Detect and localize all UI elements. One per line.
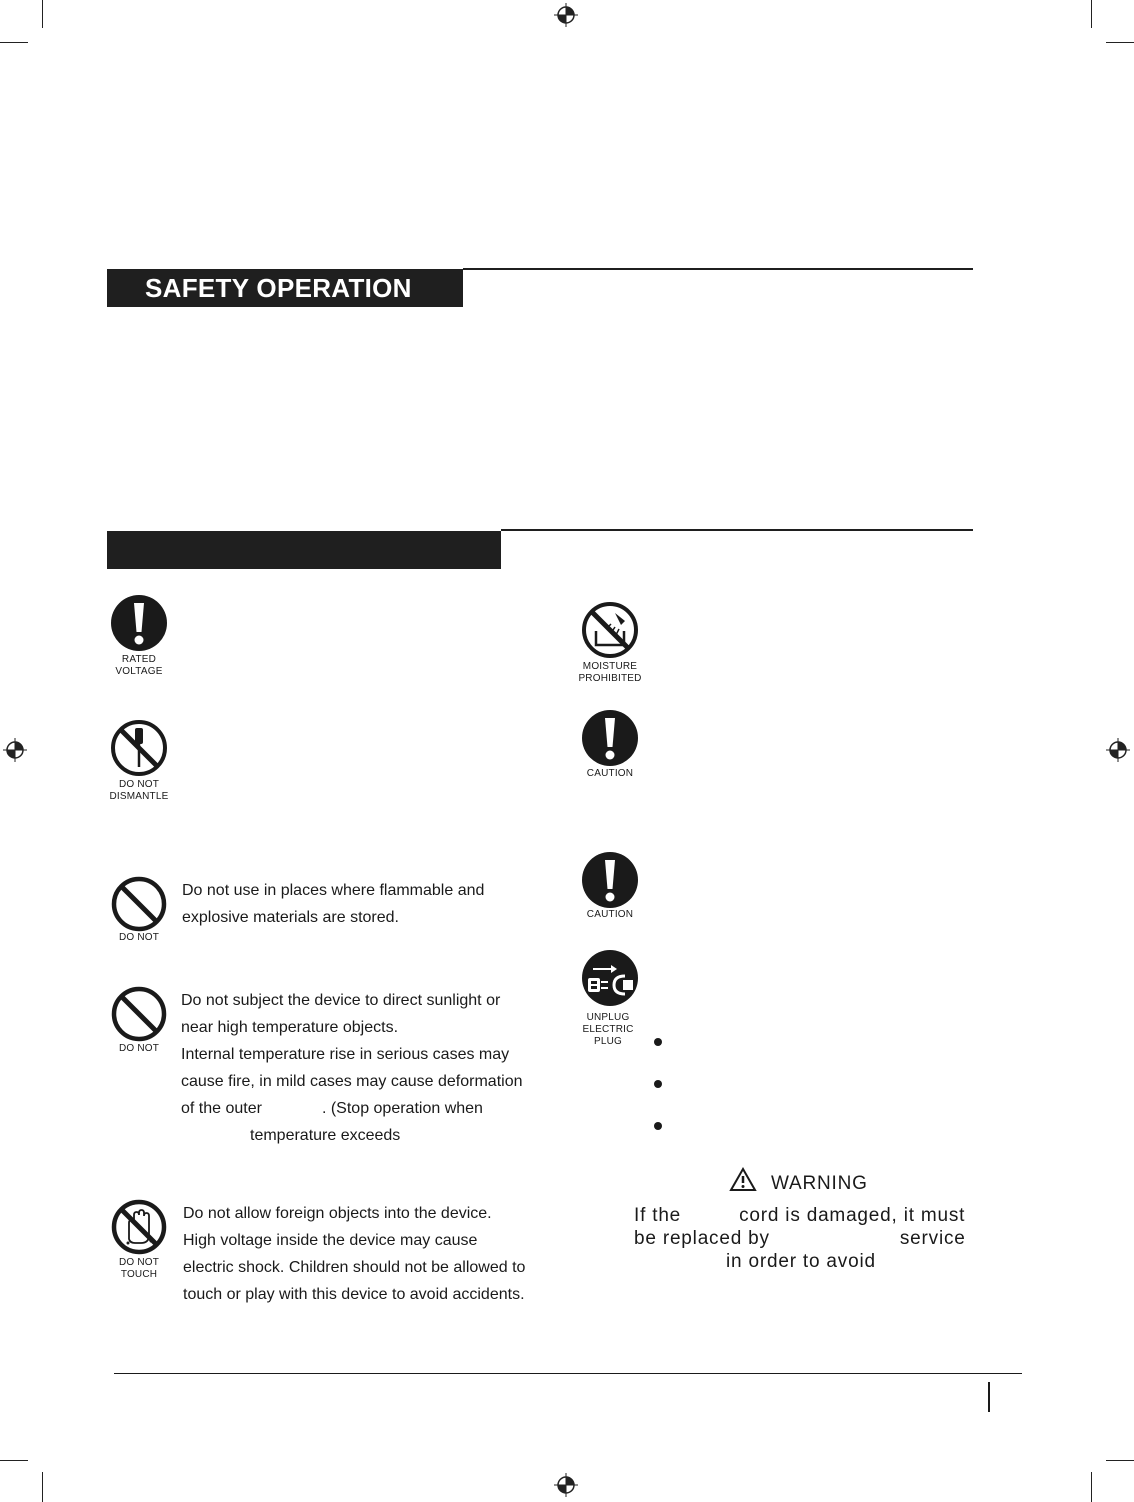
- registration-mark-icon: [554, 3, 578, 27]
- icon-caption-do-not-dismantle: DO NOT DISMANTLE: [109, 779, 169, 802]
- section-rule: [501, 529, 973, 531]
- icon-caption-unplug-electric-plug: UNPLUG ELECTRIC PLUG: [582, 1012, 634, 1047]
- exclamation-icon: [581, 709, 639, 767]
- registration-mark-icon: [1106, 738, 1130, 762]
- icon-caption-moisture-prohibited: MOISTURE PROHIBITED: [578, 661, 642, 684]
- warning-line: If the cord is damaged, it must: [634, 1205, 966, 1226]
- prohibited-icon: [111, 986, 167, 1042]
- section-title-text: SAFETY OPERATION: [145, 272, 412, 303]
- moisture-prohibited-icon: [581, 601, 639, 659]
- screwdriver-prohibited-icon: [110, 719, 168, 777]
- crop-mark: [42, 0, 43, 28]
- exclamation-icon: [581, 851, 639, 909]
- hand-prohibited-icon: [111, 1199, 167, 1255]
- crop-mark: [1091, 0, 1092, 28]
- icon-caption-rated-voltage: RATED VOLTAGE: [115, 654, 163, 677]
- warning-text-sunlight: Do not subject the device to direct sunlight or near high temperature objects. Internal temperature rise in serious cases may cause fire, in mild cases may cause deformation of the outer . (Stop operation when temperature exceeds: [181, 992, 523, 1144]
- list-bullet: [654, 1038, 662, 1046]
- warning-triangle-icon: [729, 1167, 757, 1192]
- icon-caption-do-not-touch: DO NOT TOUCH: [118, 1257, 160, 1280]
- footer-tick: [988, 1382, 990, 1412]
- icon-caption-do-not: DO NOT: [118, 1043, 160, 1054]
- crop-mark: [1106, 42, 1134, 43]
- crop-mark: [42, 1472, 43, 1502]
- unplug-icon: [581, 949, 639, 1007]
- icon-caption-do-not: DO NOT: [118, 932, 160, 943]
- warning-text-flammable: Do not use in places where flammable and explosive materials are stored.: [182, 882, 485, 926]
- exclamation-icon: [110, 594, 168, 652]
- icon-caption-caution: CAUTION: [586, 768, 634, 779]
- warning-line: in order to avoid: [726, 1251, 876, 1272]
- section-rule: [463, 268, 973, 270]
- list-bullet: [654, 1122, 662, 1130]
- registration-mark-icon: [3, 738, 27, 762]
- prohibited-icon: [111, 876, 167, 932]
- crop-mark: [1091, 1472, 1092, 1502]
- warning-heading: WARNING: [771, 1173, 868, 1194]
- crop-mark: [0, 42, 28, 43]
- section-title-safety-operation: [107, 269, 463, 307]
- section-title-bar: [107, 531, 501, 569]
- crop-mark: [1106, 1460, 1134, 1461]
- footer-rule: [114, 1373, 1022, 1374]
- crop-mark: [0, 1460, 28, 1461]
- warning-text-foreign-objects: Do not allow foreign objects into the device. High voltage inside the device may cause electric shock. Children should not be allowed to touch or play with this device to avoid accidents.: [183, 1205, 526, 1303]
- list-bullet: [654, 1080, 662, 1088]
- warning-line: be replaced by service: [634, 1228, 966, 1249]
- icon-caption-caution: CAUTION: [586, 909, 634, 920]
- registration-mark-icon: [554, 1473, 578, 1497]
